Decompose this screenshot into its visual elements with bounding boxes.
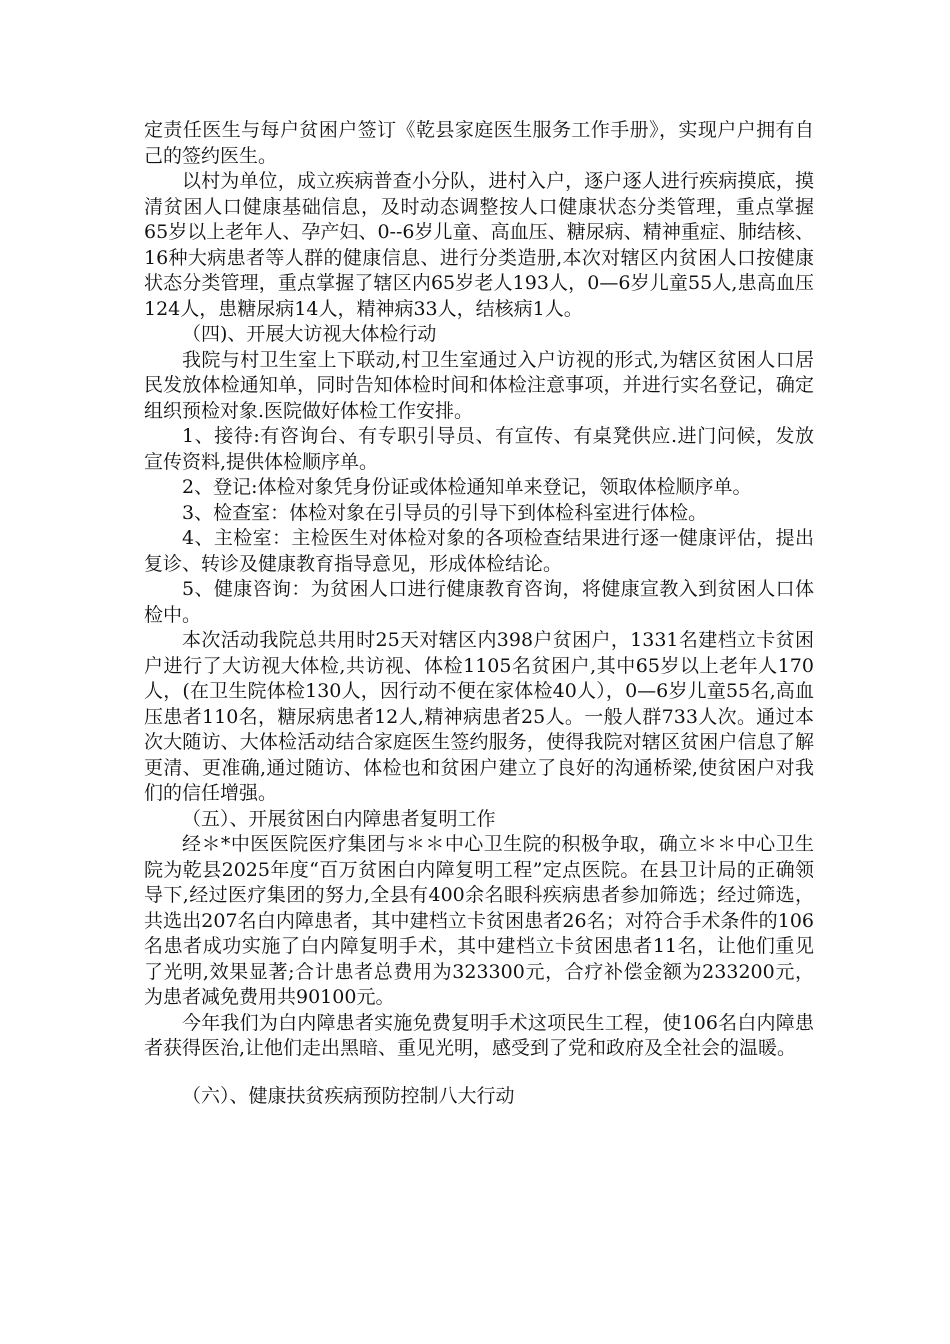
section-heading-5: （五）、开展贫困白内障患者复明工作 [182, 807, 496, 830]
paragraph-visit-linkage: 我院与村卫生室上下联动,村卫生室通过入户访视的形式,为辖区贫困人口居民发放体检通知单，同时告知体检时间和体检注意事项，并进行实名登记，确定组织预检对象.医院做好体检工作安排。 [144, 348, 814, 422]
paragraph-signing-continuation: 定责任医生与每户贫困户签订《乾县家庭医生服务工作手册》，实现户户拥有自己的签约医生。 [144, 119, 814, 167]
list-item-exam-room: 3、检查室：体检对象在引导员的引导下到体检科室进行体检。 [182, 501, 708, 524]
paragraph-disease-survey: 以村为单位，成立疾病普查小分队，进村入户，逐户逐人进行疾病摸底，摸清贫困人口健康基础信息，及时动态调整按人口健康状态分类管理，重点掌握65岁以上老年人、孕产妇、0--6岁儿童、高血压、糖尿病、精神重症、肺结核、16种大病患者等人群的健康信息、进行分类造册,本次对辖区内贫困人口按健康状态分类管理，重点掌握了辖区内65岁老人193人，0—6岁儿童55人,患高血压124人，患糖尿病14人，精神病33人，结核病1人。 [144, 170, 814, 320]
paragraph-cataract-conclusion: 今年我们为白内障患者实施免费复明手术这项民生工程，使106名白内障患者获得医治,让他们走出黑暗、重见光明，感受到了党和政府及全社会的温暖。 [144, 1011, 814, 1059]
document-body [144, 118, 814, 1109]
paragraph-activity-summary: 本次活动我院总共用时25天对辖区内398户贫困户，1331名建档立卡贫困户进行了大访视大体检,共访视、体检1105名贫困户,其中65岁以上老年人170人，(在卫生院体检130人，因行动不便在家体检40人），0—6岁儿童55名,高血压患者110名，糖尿病患者12人,精神病患者25人。一般人群733人次。通过本次大随访、大体检活动结合家庭医生签约服务，使得我院对辖区贫困户信息了解更清、更准确,通过随访、体检也和贫困户建立了良好的沟通桥梁,使贫困户对我们的信任增强。 [144, 629, 814, 804]
section-heading-6: （六）、健康扶贫疾病预防控制八大行动 [182, 1084, 515, 1107]
section-heading-4: （四)、开展大访视大体检行动 [182, 323, 437, 345]
list-item-registration: 2、登记:体检对象凭身份证或体检通知单来登记，领取体检顺序单。 [182, 476, 752, 498]
paragraph-cataract-project: 经＊*中医医院医疗集团与＊＊中心卫生院的积极争取，确立＊＊中心卫生院为乾县2025年度“百万贫困白内障复明工程”定点医院。在县卫计局的正确领导下,经过医疗集团的努力,全县有400余名眼科疾病患者参加筛选；经过筛选，共选出207名白内障患者，其中建档立卡贫困患者26名；对符合手术条件的106名患者成功实施了白内障复明手术，其中建档立卡贫困患者11名，让他们重见了光明,效果显著;合计患者总费用为323300元，合疗补偿金额为233200元，为患者减免费用共90100元。 [144, 833, 814, 1008]
list-item-consultation: 5、健康咨询：为贫困人口进行健康教育咨询，将健康宣教入到贫困人口体检中。 [144, 578, 814, 626]
list-item-main-exam: 4、主检室：主检医生对体检对象的各项检查结果进行逐一健康评估，提出复诊、转诊及健康教育指导意见，形成体检结论。 [144, 527, 814, 575]
list-item-reception: 1、接待:有咨询台、有专职引导员、有宣传、有桌凳供应.进门问候，发放宣传资料,提供体检顺序单。 [144, 425, 814, 473]
